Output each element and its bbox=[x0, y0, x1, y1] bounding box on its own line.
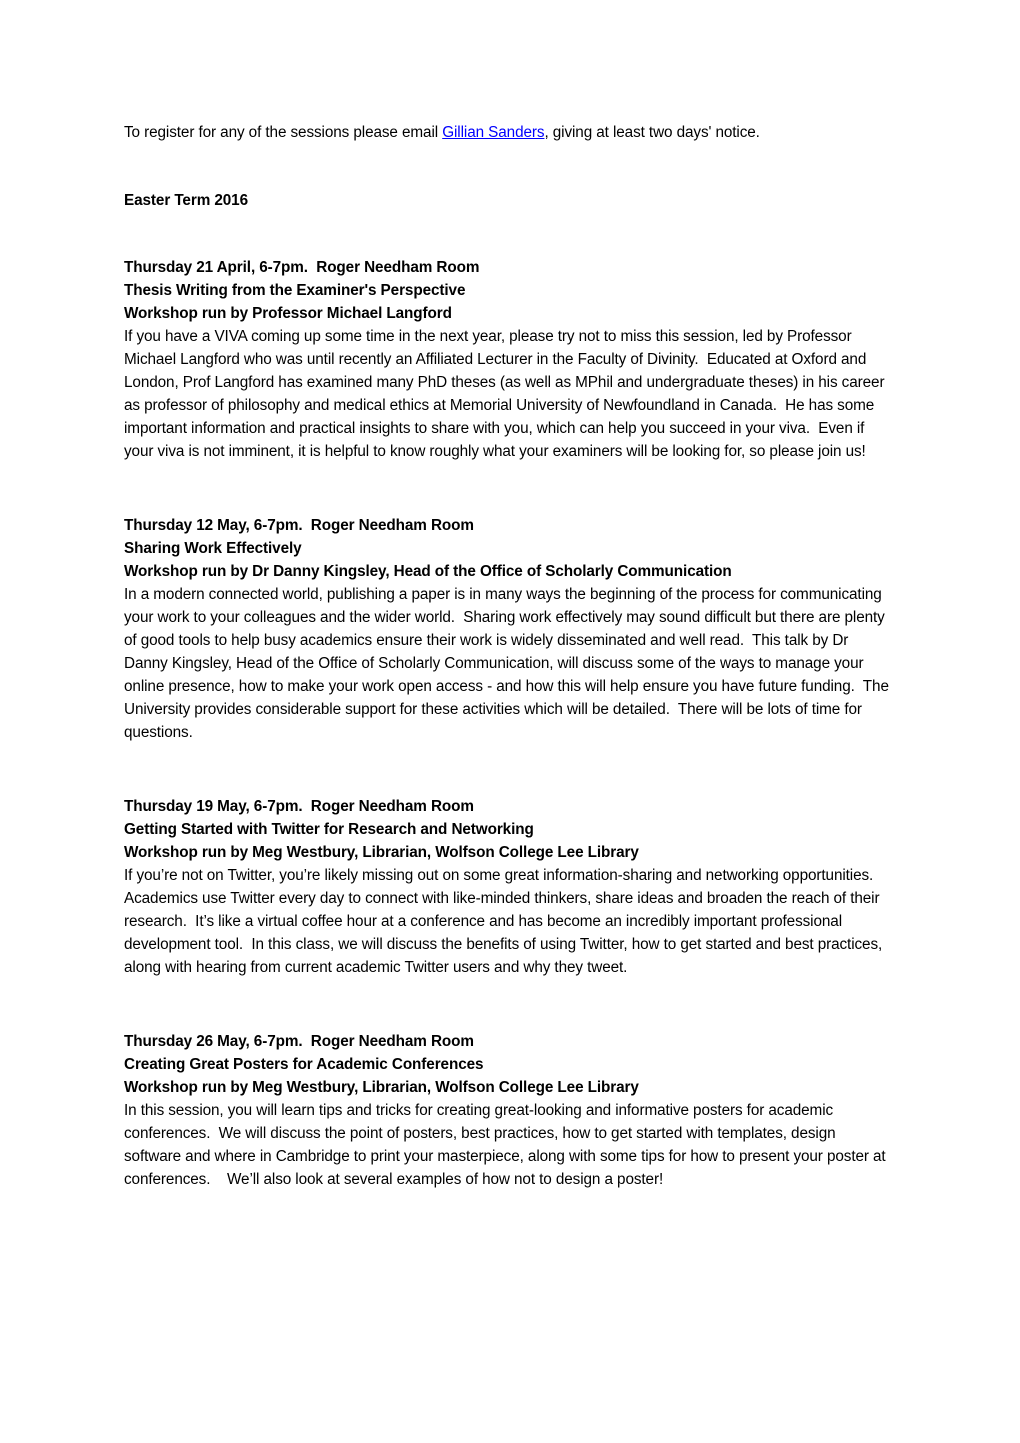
session-datetime-room: Thursday 21 April, 6-7pm. Roger Needham Room bbox=[124, 259, 480, 276]
session-block-4 bbox=[124, 1030, 894, 1191]
term-heading: Easter Term 2016 bbox=[124, 192, 248, 209]
session-description: If you have a VIVA coming up some time in the next year, please try not to miss this session, led by Professor Michael Langford who was until recently an Affiliated Lecturer in the Faculty of Divinity. Educated at Oxford and London, Prof Langford has examined many PhD theses (as well as MPhil and undergraduate theses) in his career as professor of philosophy and medical ethics at Memorial University of Newfoundland in Canada. He has some important information and practical insights to share with you, which can help you succeed in your viva. Even if your viva is not imminent, it is helpful to know roughly what your examiners will be looking for, so please join us! bbox=[124, 328, 889, 460]
session-block-2 bbox=[124, 514, 894, 744]
session-block-3 bbox=[124, 795, 894, 979]
session-block-1 bbox=[124, 256, 894, 463]
registration-note bbox=[124, 121, 894, 144]
registration-note-lead: To register for any of the sessions please email bbox=[124, 124, 443, 141]
session-datetime-room: Thursday 12 May, 6-7pm. Roger Needham Room bbox=[124, 517, 474, 534]
session-datetime-room: Thursday 19 May, 6-7pm. Roger Needham Room bbox=[124, 798, 474, 815]
session-title: Sharing Work Effectively bbox=[124, 540, 302, 557]
session-presenter: Workshop run by Professor Michael Langford bbox=[124, 305, 452, 322]
gillian-sanders-email-link[interactable]: Gillian Sanders bbox=[442, 124, 545, 141]
session-presenter: Workshop run by Dr Danny Kingsley, Head of the Office of Scholarly Communication bbox=[124, 563, 732, 580]
session-presenter: Workshop run by Meg Westbury, Librarian, Wolfson College Lee Library bbox=[124, 1079, 639, 1096]
registration-note-tail: , giving at least two days' notice. bbox=[544, 124, 760, 141]
session-title: Thesis Writing from the Examiner's Perspective bbox=[124, 282, 466, 299]
session-description: In a modern connected world, publishing a paper is in many ways the beginning of the process for communicating your work to your colleagues and the wider world. Sharing work effectively may sound difficult but there are plenty of good tools to help busy academics ensure their work is widely disseminated and well read. This talk by Dr Danny Kingsley, Head of the Office of Scholarly Communication, will discuss some of the ways to manage your online presence, how to make your work open access - and how this will help ensure you have future funding. The University provides considerable support for these activities which will be detailed. There will be lots of time for questions. bbox=[124, 586, 894, 741]
session-description: In this session, you will learn tips and tricks for creating great-looking and informative posters for academic conferences. We will discuss the point of posters, best practices, how to get started with templates, design software and where in Cambridge to print your masterpiece, along with some tips for how to present your poster at conferences. We’ll also look at several examples of how not to design a poster! bbox=[124, 1102, 890, 1188]
session-datetime-room: Thursday 26 May, 6-7pm. Roger Needham Room bbox=[124, 1033, 474, 1050]
session-title: Getting Started with Twitter for Research and Networking bbox=[124, 821, 534, 838]
session-presenter: Workshop run by Meg Westbury, Librarian, Wolfson College Lee Library bbox=[124, 844, 639, 861]
session-title: Creating Great Posters for Academic Conferences bbox=[124, 1056, 484, 1073]
session-description: If you’re not on Twitter, you’re likely missing out on some great information-sharing and networking opportunities. Academics use Twitter every day to connect with like-minded thinkers, share ideas and broaden the reach of their research. It’s like a virtual coffee hour at a conference and has become an incredibly important professional development tool. In this class, we will discuss the benefits of using Twitter, how to get started and best practices, along with hearing from current academic Twitter users and why they tweet. bbox=[124, 867, 887, 976]
